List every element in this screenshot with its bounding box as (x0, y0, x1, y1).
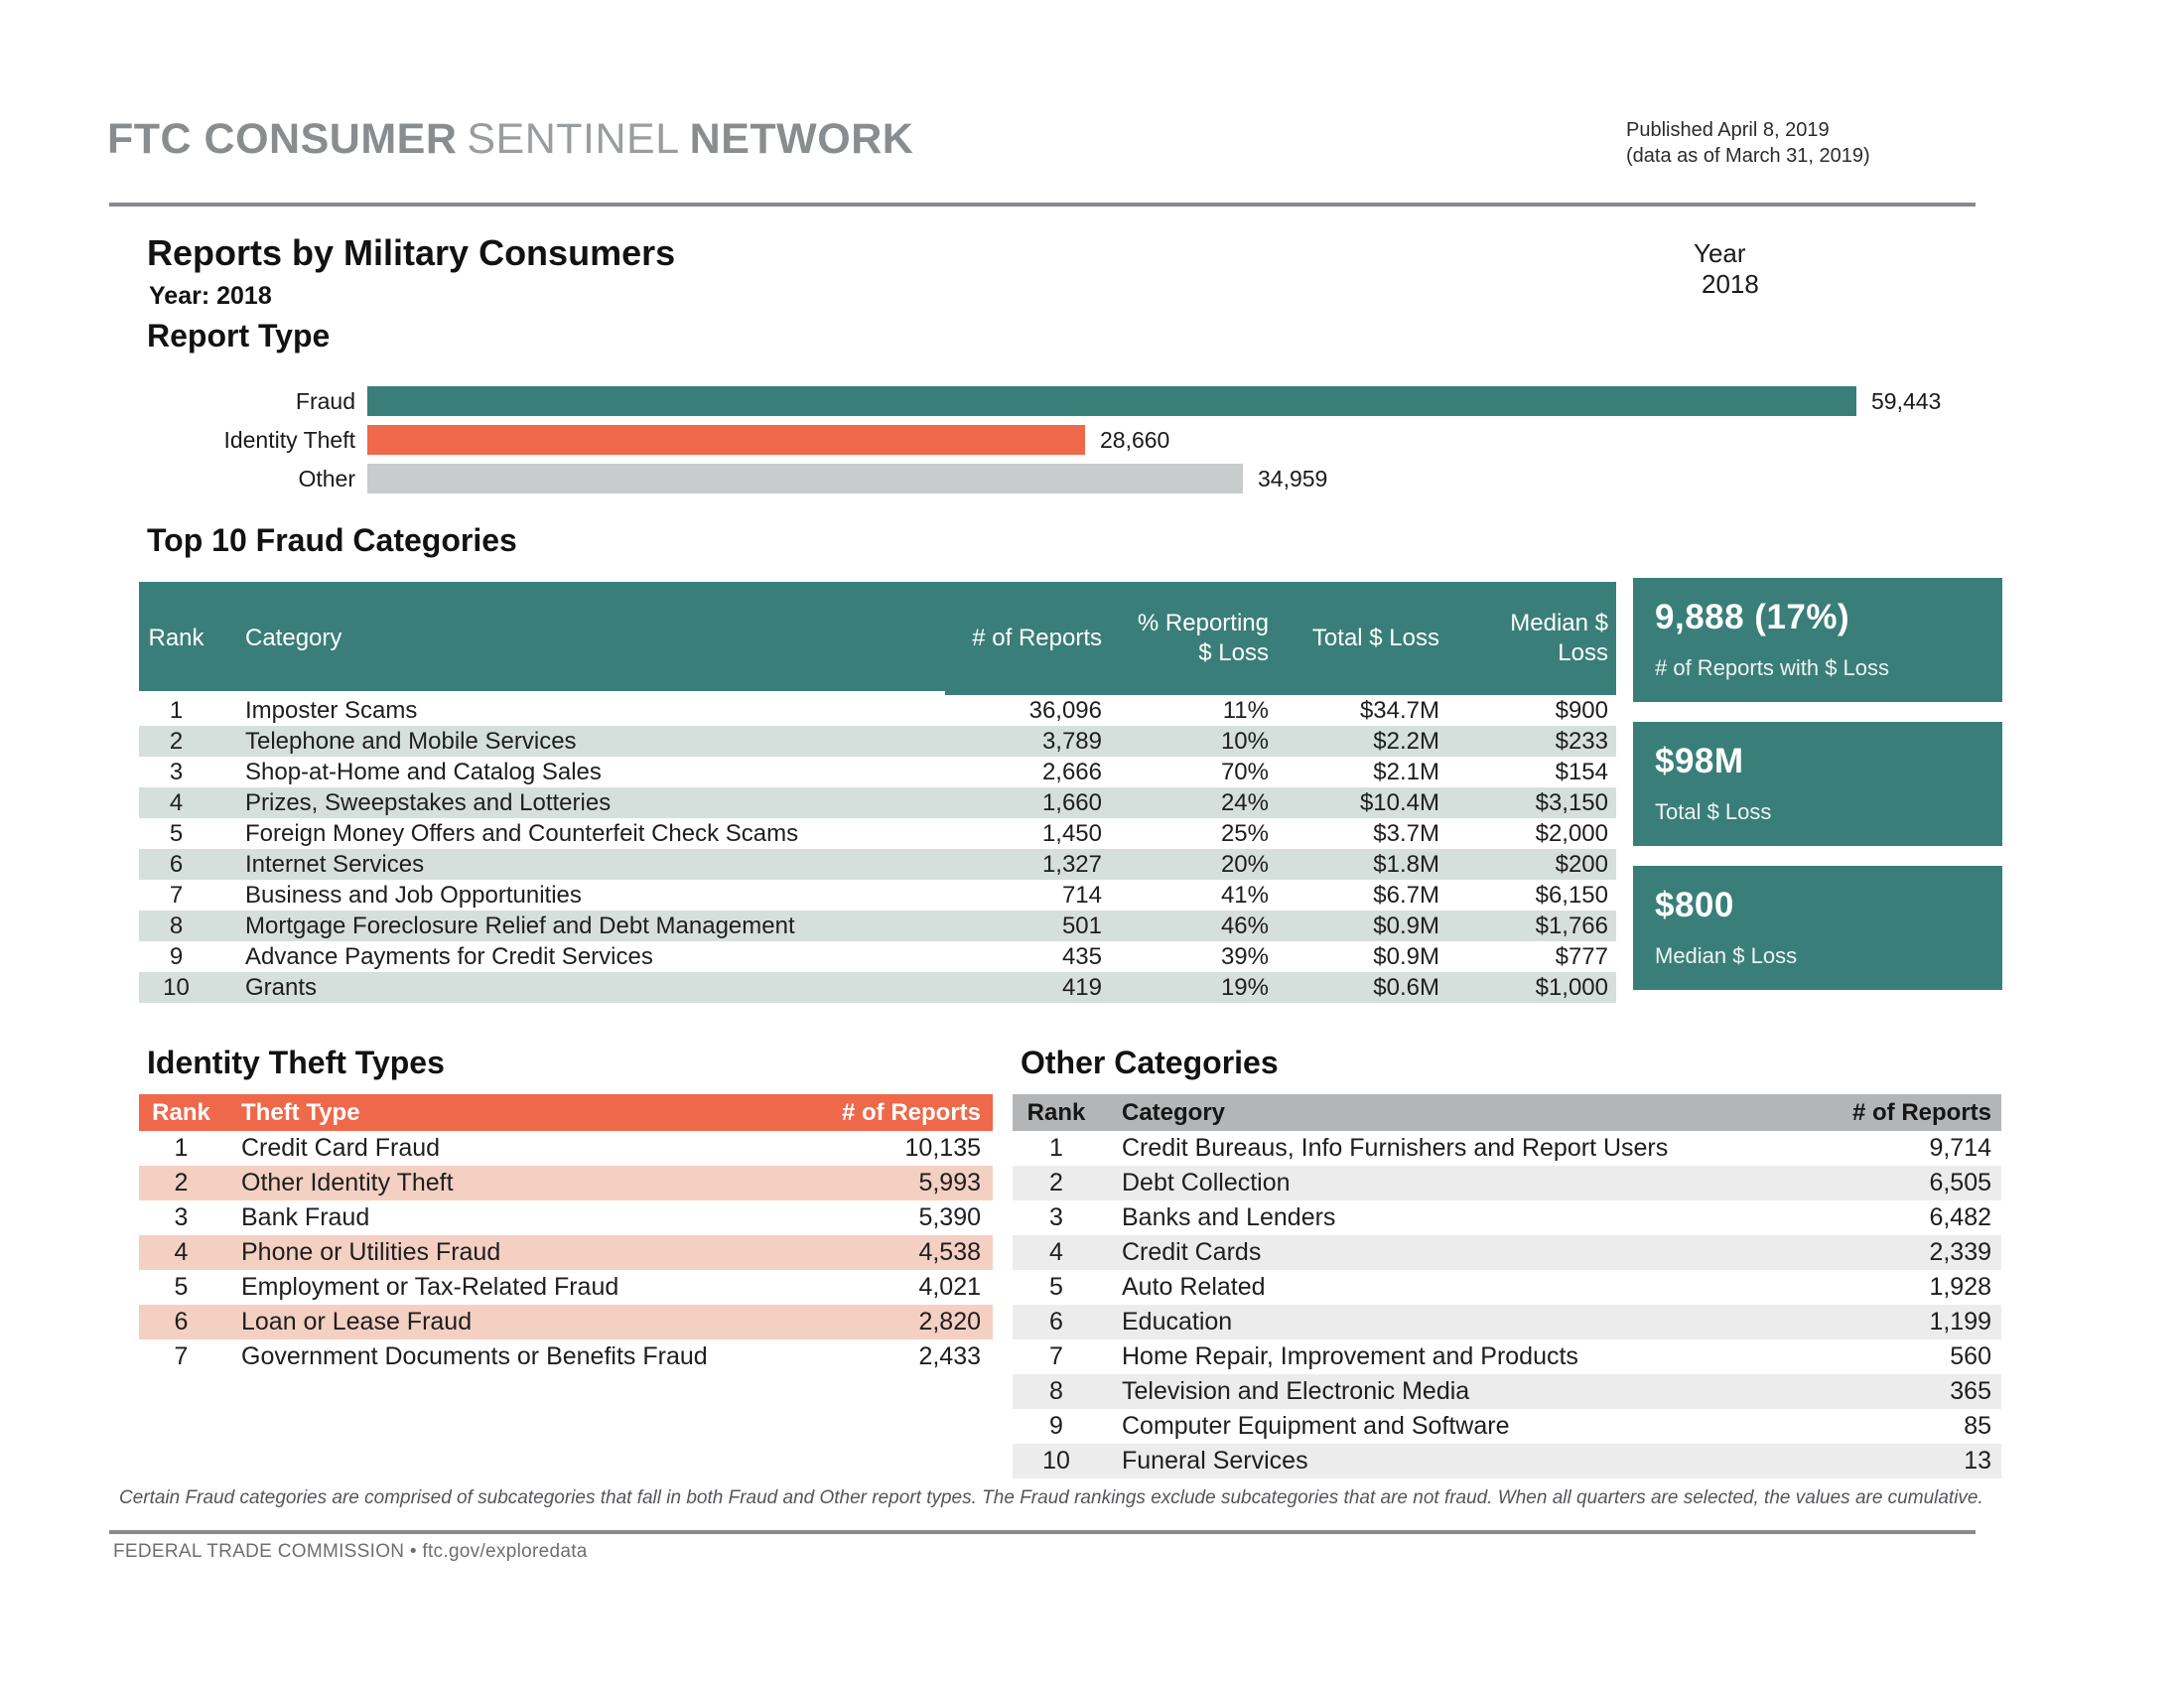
cell: 1 (169, 696, 184, 724)
cell: 6 (169, 850, 184, 878)
cell: 5,993 (918, 1169, 981, 1196)
cell: 2 (169, 727, 184, 755)
cell: Mortgage Foreclosure Relief and Debt Management (245, 912, 795, 939)
identity-theft-table-header (139, 1094, 993, 1131)
cell: Education (1122, 1308, 1233, 1336)
cell: 6 (174, 1308, 189, 1336)
bar-other[interactable] (367, 464, 1243, 493)
column-header: # of Reports (1783, 1094, 2001, 1131)
table-row[interactable] (139, 880, 1616, 911)
cell: 10,135 (904, 1134, 981, 1162)
table-row[interactable] (139, 941, 1616, 972)
cell: 501 (1061, 912, 1102, 939)
cell: 5 (174, 1273, 189, 1301)
cell: 3,789 (1041, 727, 1102, 755)
cell: 3 (1049, 1203, 1063, 1231)
table-row[interactable] (139, 972, 1616, 1003)
cell: 24% (1220, 788, 1269, 816)
column-header: # of Reports (864, 582, 1112, 695)
table-row[interactable] (139, 787, 1616, 818)
column-header: % Reporting $ Loss (1112, 582, 1277, 695)
cell: 9 (169, 942, 184, 970)
table-row[interactable] (1013, 1444, 2001, 1478)
stat-label: # of Reports with $ Loss (1655, 655, 1890, 680)
cell: 20% (1220, 850, 1269, 878)
cell: Other Identity Theft (241, 1169, 454, 1196)
cell: $6.7M (1373, 881, 1439, 909)
cell: 419 (1061, 973, 1102, 1001)
cell: Grants (245, 973, 318, 1001)
cell: Bank Fraud (241, 1203, 370, 1231)
footnote: Certain Fraud categories are comprised of subcategories that fall in both Fraud and Other report types. The Fraud rankings exclude subcategories that are not fraud. When all quarters are selected, the values are cumulative. (119, 1487, 1983, 1508)
cell: 1 (1049, 1134, 1063, 1162)
cell: 7 (1049, 1342, 1063, 1370)
cell: 7 (169, 881, 184, 909)
cell: 10% (1220, 727, 1269, 755)
cell: 11% (1222, 696, 1269, 724)
cell: 1,660 (1041, 788, 1102, 816)
cell: Computer Equipment and Software (1122, 1412, 1510, 1440)
cell: 6 (1049, 1308, 1063, 1336)
cell: Credit Card Fraud (241, 1134, 441, 1162)
stat-value: $98M (1655, 742, 1744, 780)
footer-text: FEDERAL TRADE COMMISSION • ftc.gov/exploredata (113, 1541, 588, 1562)
cell: 1,199 (1929, 1308, 1991, 1336)
cell: 2,339 (1929, 1238, 1991, 1266)
cell: 6,505 (1929, 1169, 1991, 1196)
fraud-categories-table (139, 582, 1616, 1003)
cell: 4,538 (918, 1238, 981, 1266)
cell: $3.7M (1373, 819, 1439, 847)
stat-box-total-loss (1633, 722, 2002, 846)
cell: 1,928 (1929, 1273, 1991, 1301)
table-row[interactable] (139, 1305, 993, 1339)
cell: Advance Payments for Credit Services (245, 942, 653, 970)
stat-value: 9,888 (17%) (1655, 598, 1850, 636)
cell: Telephone and Mobile Services (245, 727, 577, 755)
cell: Credit Bureaus, Info Furnishers and Report Users (1122, 1134, 1669, 1162)
table-row[interactable] (139, 695, 1616, 726)
cell: $10.4M (1359, 788, 1439, 816)
cell: $1,766 (1535, 912, 1608, 939)
bar-row (147, 425, 1941, 455)
cell: Funeral Services (1122, 1447, 1308, 1475)
other-categories-table-header (1013, 1094, 2001, 1131)
cell: 8 (1049, 1377, 1063, 1405)
cell: 36,096 (1028, 696, 1102, 724)
cell: Employment or Tax-Related Fraud (241, 1273, 619, 1301)
cell: Phone or Utilities Fraud (241, 1238, 501, 1266)
stat-box-reports-with-loss (1633, 578, 2002, 702)
cell: 2,820 (918, 1308, 981, 1336)
cell: $2.2M (1373, 727, 1439, 755)
cell: $3,150 (1535, 788, 1608, 816)
other-categories-table (1013, 1094, 2001, 1478)
cell: 5,390 (918, 1203, 981, 1231)
cell: 8 (169, 912, 184, 939)
cell: 5 (1049, 1273, 1063, 1301)
cell: $1,000 (1535, 973, 1608, 1001)
table-row[interactable] (1013, 1409, 2001, 1444)
bar-identity-theft[interactable] (367, 425, 1085, 455)
column-header: Median $ Loss (1447, 582, 1616, 695)
bar-value-label: 28,660 (1100, 426, 1170, 453)
table-row[interactable] (139, 1235, 993, 1270)
cell: $0.9M (1373, 912, 1439, 939)
cell: 39% (1220, 942, 1269, 970)
column-header: Total $ Loss (1277, 582, 1447, 695)
table-row[interactable] (1013, 1200, 2001, 1235)
cell: Auto Related (1122, 1273, 1266, 1301)
cell: Home Repair, Improvement and Products (1122, 1342, 1578, 1370)
bar-fraud[interactable] (367, 386, 1856, 416)
cell: $6,150 (1535, 881, 1608, 909)
cell: Banks and Lenders (1122, 1203, 1336, 1231)
cell: 1,450 (1041, 819, 1102, 847)
cell: Debt Collection (1122, 1169, 1291, 1196)
cell: Foreign Money Offers and Counterfeit Check Scams (245, 819, 799, 847)
cell: 4 (169, 788, 184, 816)
table-row[interactable] (1013, 1166, 2001, 1200)
logo-text-light: SENTINEL (467, 115, 680, 163)
page-title: Reports by Military Consumers (147, 232, 676, 273)
table-row[interactable] (1013, 1235, 2001, 1270)
cell: $2.1M (1373, 758, 1439, 785)
cell: Business and Job Opportunities (245, 881, 582, 909)
cell: 4,021 (918, 1273, 981, 1301)
table-row[interactable] (139, 757, 1616, 787)
bar-row (147, 386, 1941, 416)
cell: 365 (1950, 1377, 1991, 1405)
cell: $2,000 (1535, 819, 1608, 847)
report-type-heading: Report Type (147, 318, 331, 353)
cell: 2,433 (918, 1342, 981, 1370)
header-underline (139, 691, 945, 695)
cell: $0.9M (1373, 942, 1439, 970)
identity-theft-heading: Identity Theft Types (147, 1045, 445, 1080)
table-row[interactable] (1013, 1131, 2001, 1166)
cell: 5 (169, 819, 184, 847)
cell: Credit Cards (1122, 1238, 1262, 1266)
cell: 9 (1049, 1412, 1063, 1440)
cell: $233 (1555, 727, 1608, 755)
bar-value-label: 59,443 (1871, 387, 1942, 414)
bar-category-label: Identity Theft (223, 426, 355, 453)
stat-value: $800 (1655, 886, 1734, 924)
cell: 46% (1220, 912, 1269, 939)
header-divider (109, 203, 1976, 207)
cell: 25% (1220, 819, 1269, 847)
report-type-bar-chart (147, 386, 1941, 502)
bar-value-label: 34,959 (1258, 465, 1328, 492)
cell: 10 (163, 973, 190, 1001)
footer-divider (109, 1530, 1976, 1534)
cell: 560 (1950, 1342, 1991, 1370)
column-header: Category (1100, 1094, 1783, 1131)
logo-text-bold: NETWORK (689, 115, 914, 163)
cell: 3 (169, 758, 184, 785)
cell: 41% (1220, 881, 1269, 909)
cell: 2 (1049, 1169, 1063, 1196)
cell: 714 (1061, 881, 1102, 909)
table-row[interactable] (1013, 1339, 2001, 1374)
table-row[interactable] (1013, 1270, 2001, 1305)
year-filter-label: Year (1694, 238, 1746, 268)
cell: 9,714 (1929, 1134, 1991, 1162)
cell: Imposter Scams (245, 696, 418, 724)
table-row[interactable] (139, 1270, 993, 1305)
stat-label: Median $ Loss (1655, 943, 1798, 968)
ftc-sentinel-logo (107, 115, 923, 164)
cell: 10 (1042, 1447, 1070, 1475)
logo-text-bold: FTC CONSUMER (107, 115, 458, 163)
cell: 19% (1220, 973, 1269, 1001)
published-line2: (data as of March 31, 2019) (1626, 145, 1870, 167)
table-row[interactable] (139, 1166, 993, 1200)
cell: 435 (1061, 942, 1102, 970)
cell: Internet Services (245, 850, 425, 878)
cell: $1.8M (1373, 850, 1439, 878)
cell: $34.7M (1359, 696, 1439, 724)
fraud-categories-heading: Top 10 Fraud Categories (147, 522, 517, 558)
table-row[interactable] (139, 1339, 993, 1374)
stat-box-median-loss (1633, 866, 2002, 990)
fraud-table-header (139, 582, 1616, 695)
year-filter-value[interactable]: 2018 (1702, 269, 1759, 299)
cell: 3 (174, 1203, 189, 1231)
other-categories-heading: Other Categories (1021, 1045, 1279, 1080)
table-row[interactable] (139, 911, 1616, 941)
cell: 2 (174, 1169, 189, 1196)
table-row[interactable] (139, 1200, 993, 1235)
cell: 4 (1049, 1238, 1063, 1266)
bar-category-label: Fraud (295, 387, 355, 414)
cell: $200 (1555, 850, 1608, 878)
column-header: Category (213, 582, 864, 695)
cell: 13 (1964, 1447, 1991, 1475)
identity-theft-table (139, 1094, 993, 1374)
cell: Loan or Lease Fraud (241, 1308, 473, 1336)
cell: Prizes, Sweepstakes and Lotteries (245, 788, 612, 816)
table-row[interactable] (1013, 1305, 2001, 1339)
cell: Government Documents or Benefits Fraud (241, 1342, 708, 1370)
published-line1: Published April 8, 2019 (1626, 119, 1830, 141)
table-row[interactable] (139, 1131, 993, 1166)
cell: Shop-at-Home and Catalog Sales (245, 758, 602, 785)
cell: 2,666 (1041, 758, 1102, 785)
table-row[interactable] (139, 818, 1616, 849)
cell: 70% (1220, 758, 1269, 785)
column-header: # of Reports (774, 1094, 993, 1131)
cell: 4 (174, 1238, 189, 1266)
column-header: Rank (1013, 1094, 1100, 1131)
cell: $0.6M (1373, 973, 1439, 1001)
bar-row (147, 464, 1941, 493)
cell: $777 (1555, 942, 1608, 970)
published-date (1626, 117, 1870, 169)
bar-category-label: Other (298, 465, 355, 492)
cell: 1,327 (1041, 850, 1102, 878)
cell: 1 (174, 1134, 189, 1162)
cell: 85 (1964, 1412, 1991, 1440)
cell: $154 (1555, 758, 1608, 785)
cell: 7 (174, 1342, 189, 1370)
column-header: Rank (139, 582, 213, 695)
table-row[interactable] (1013, 1374, 2001, 1409)
column-header: Rank (139, 1094, 223, 1131)
cell: 6,482 (1929, 1203, 1991, 1231)
stat-label: Total $ Loss (1655, 799, 1772, 824)
page-subtitle-year: Year: 2018 (149, 282, 272, 310)
table-row[interactable] (139, 726, 1616, 757)
table-row[interactable] (139, 849, 1616, 880)
cell: $900 (1555, 696, 1608, 724)
column-header: Theft Type (223, 1094, 774, 1131)
cell: Television and Electronic Media (1122, 1377, 1470, 1405)
